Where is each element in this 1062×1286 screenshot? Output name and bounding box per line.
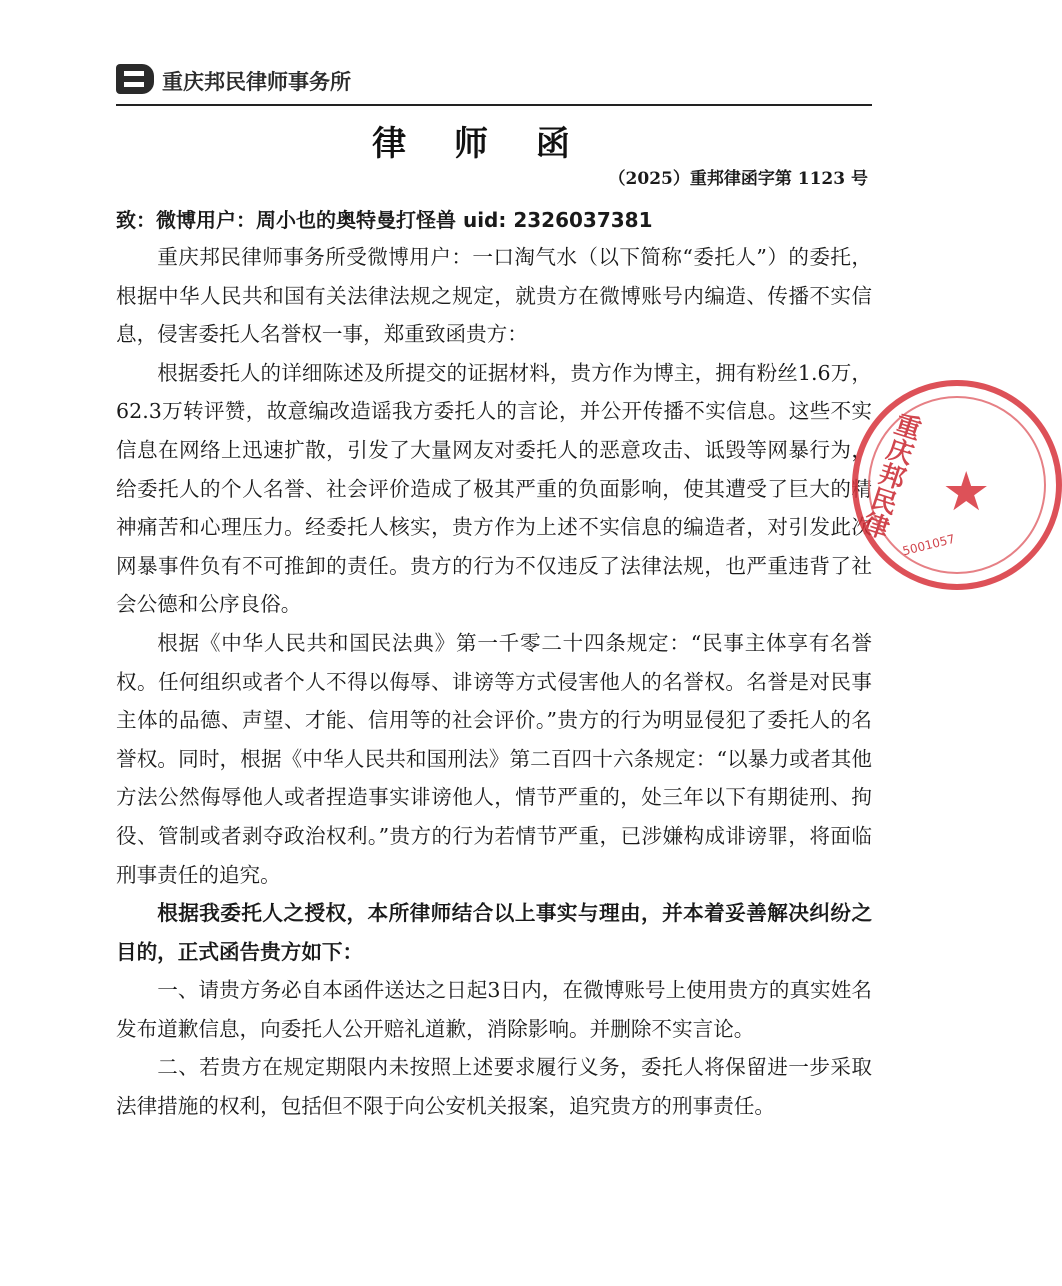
- header-divider: [116, 104, 872, 106]
- seal-code: 5001057: [901, 531, 957, 559]
- paragraph-demand-2: 二、若贵方在规定期限内未按照上述要求履行义务，委托人将保留进一步采取法律措施的权利，包括但不限于向公安机关报案，追究贵方的刑事责任。: [116, 1055, 872, 1119]
- recipient-line: 致：微博用户：周小也的奥特曼打怪兽 uid: 2326037381: [116, 208, 653, 232]
- firm-header: [116, 60, 872, 106]
- official-seal: [852, 380, 1062, 590]
- paragraph-demand-1: 一、请贵方务必自本函件送达之日起3日内，在微博账号上使用贵方的真实姓名发布道歉信息，向委托人公开赔礼道歉，消除影响。并删除不实言论。: [116, 978, 872, 1041]
- paragraph-notice: 根据我委托人之授权，本所律师结合以上事实与理由，并本着妥善解决纠纷之目的，正式函告贵方如下：: [116, 901, 872, 964]
- document-title: 律 师 函: [372, 124, 588, 164]
- paragraph-facts: 根据委托人的详细陈述及所提交的证据材料，贵方作为博主，拥有粉丝1.6万，62.3万转评赞，故意编改造谣我方委托人的言论，并公开传播不实信息。这些不实信息在网络上迅速扩散，引发了大量网友对委托人的恶意攻击、诋毁等网暴行为，给委托人的个人名誉、社会评价造成了极其严重的负面影响，使其遭受了巨大的精神痛苦和心理压力。经委托人核实，贵方作为上述不实信息的编造者，对引发此次网暴事件负有不可推卸的责任。贵方的行为不仅违反了法律法规，也严重违背了社会公德和公序良俗。: [116, 360, 872, 617]
- seal-star-icon: ★: [942, 460, 991, 523]
- seal-text: 重庆邦民律: [855, 408, 925, 542]
- document-number: （2025）重邦律函字第 1123 号: [608, 169, 868, 189]
- firm-name: 重庆邦民律师事务所: [162, 70, 351, 94]
- paragraph-intro: 重庆邦民律师事务所受微博用户：一口淘气水（以下简称“委托人”）的委托，根据中华人民共和国有关法律法规之规定，就贵方在微博账号内编造、传播不实信息，侵害委托人名誉权一事，郑重致函贵方：: [116, 245, 872, 347]
- paragraph-legal-basis: 根据《中华人民共和国民法典》第一千零二十四条规定：“民事主体享有名誉权。任何组织或者个人不得以侮辱、诽谤等方式侵害他人的名誉权。名誉是对民事主体的品德、声望、才能、信用等的社会评价。”贵方的行为明显侵犯了委托人的名誉权。同时，根据《中华人民共和国刑法》第二百四十六条规定：“以暴力或者其他方法公然侮辱他人或者捏造事实诽谤他人，情节严重的，处三年以下有期徒刑、拘役、管制或者剥夺政治权利。”贵方的行为若情节严重，已涉嫌构成诽谤罪，将面临刑事责任的追究。: [116, 630, 872, 887]
- letter-body: [116, 238, 872, 1126]
- firm-logo-icon: [116, 64, 154, 94]
